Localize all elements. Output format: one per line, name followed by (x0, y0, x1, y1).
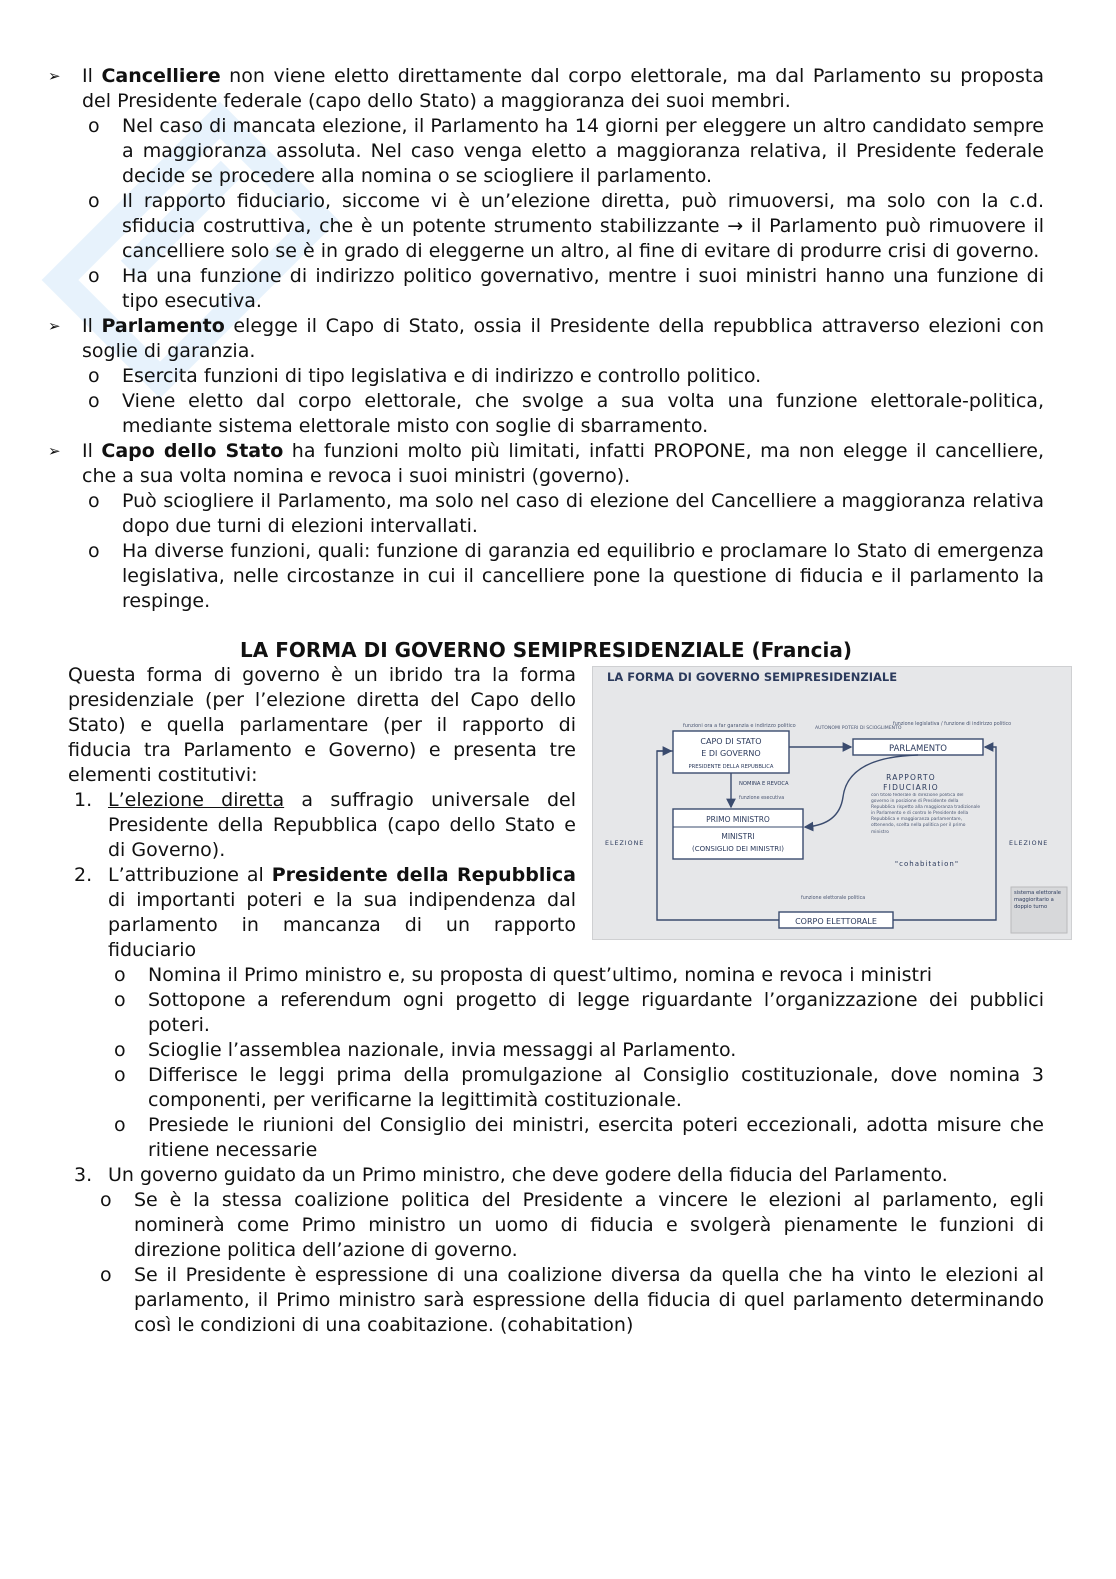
svg-text:PARLAMENTO: PARLAMENTO (889, 744, 947, 754)
diagram-funzione-esec: funzione esecutiva (739, 796, 785, 801)
diagram-title: LA FORMA DI GOVERNO SEMIPRESIDENZIALE (607, 670, 898, 684)
diagram-elezione-right: ELEZIONE (1009, 840, 1049, 847)
svg-text:RAPPORTO: RAPPORTO (886, 773, 936, 782)
list-item: o Ha una funzione di indirizzo politico governativo, mentre i suoi ministri hanno una funzione di tipo esecutiva. (88, 265, 1044, 312)
semipresidential-diagram (592, 666, 1072, 940)
svg-text:CORPO ELETTORALE: CORPO ELETTORALE (795, 917, 877, 926)
list-item: o Differisce le leggi prima della promulgazione al Consiglio costituzionale, dove nomina 3 componenti, per verificarne la legittimità costituzionale. (114, 1064, 1044, 1111)
list-item: o Se è la stessa coalizione politica del Presidente a vincere le elezioni al parlamento, egli nominerà come Primo ministro un uomo di fiducia e svolgerà pienamente le funzioni di direzione politica dell’azione di governo. (100, 1189, 1044, 1261)
diagram-autonomi: AUTONOMI POTERI DI SCIOGLIMENTO (815, 726, 902, 731)
term-parlamento: Parlamento (101, 315, 225, 337)
svg-text:E DI GOVERNO: E DI GOVERNO (701, 749, 761, 758)
diagram-rapporto-note: con titolo federale di direzione politica del governo in posizione di Presidente della Repubblica rispetto alla maggioranza tradizionale in Parlamento e di contro le Presidente della Repubblica e maggioranza parlamentare, ottenendo, scelta nella politica per il primo ministro (871, 793, 981, 835)
diagram-elezione-left: ELEZIONE (605, 840, 645, 847)
arrow-bullet-icon: ➢ (48, 317, 61, 335)
list-item: o Scioglie l’assemblea nazionale, invia messaggi al Parlamento. (114, 1039, 737, 1061)
diagram-parl-note: funzione legislativa / funzione di indirizzo politico (893, 722, 1012, 727)
list-item: o Il rapporto fiduciario, siccome vi è un’elezione diretta, può rimuoversi, ma solo con la c.d. sfiducia costruttiva, che è un potente strumento stabilizzante → il Parlamento può rimuovere il cancelliere solo se è in grado di eleggerne un altro, al fine di evitare di produrre crisi di governo. (88, 190, 1044, 262)
intro-paragraph: Questa forma di governo è un ibrido tra la forma presidenziale (per l’elezione diretta del Capo dello Stato) e quella parlamentare (per il rapporto di fiducia tra Parlamento e Governo) e presenta tre elementi costitutivi: (68, 664, 576, 786)
diagram-graphic: LA FORMA DI GOVERNO SEMIPRESIDENZIALE funzioni ora a far garanzia e indirizzo politico CAPO DI STATO E DI GOVERNO PRESIDENTE DELLA REPUBBLICA AUTONOMI POTERI DI SCIOGLIMENTO funzione legislativa / funzione di indirizzo politico PARLAMENTO NOMINA E REVOCA funzione esecutiva PRIMO MINISTRO MINISTRI (CONSIGLIO DEI MINISTRI) RAPPORTO FIDUCIARIO con titolo federale di direzione politica del governo in posizione di Presidente della Repubblica rispetto alla maggioranza tradizionale in Parlamento e di contro le Presidente della Repubblica e maggioranza parlamentare, ottenendo, scelta nella politica per il primo ministro "cohabitation" ELEZIONE ELEZIONE funzione elettorale politica CORPO ELETTORALE sistema elettorale maggioritario a doppio turno (593, 667, 1071, 939)
list-item: o Viene eletto dal corpo elettorale, che svolge a sua volta una funzione elettorale-politica, mediante sistema elettorale misto con soglie di sbarramento. (88, 390, 1044, 437)
semipresidential-section (48, 663, 1061, 1338)
bullet-parlamento: ➢ Il Parlamento elegge il Capo di Stato, ossia il Presidente della repubblica attraverso elezioni con soglie di garanzia. o Esercita funzioni di tipo legislativa e di indirizzo e controllo politico. o Viene eletto dal corpo elettorale, che svolge a sua volta una funzione elettorale-politica, mediante sistema elettorale misto con soglie di sbarramento. (48, 315, 1045, 437)
diagram-cohabitation: "cohabitation" (894, 860, 960, 868)
diagram-corpo-note: funzione elettorale politica (801, 896, 866, 901)
list-item: o Presiede le riunioni del Consiglio dei ministri, esercita poteri eccezionali, adotta misure che ritiene necessarie (114, 1114, 1044, 1161)
arrow-bullet-icon: ➢ (48, 67, 61, 85)
list-item: o Se il Presidente è espressione di una coalizione diversa da quella che ha vinto le elezioni al parlamento, il Primo ministro sarà espressione della fiducia di quel parlamento determinando così le condizioni di una coabitazione. (cohabitation) (100, 1264, 1044, 1336)
term-cancelliere: Cancelliere (101, 65, 221, 87)
svg-text:(CONSIGLIO DEI MINISTRI): (CONSIGLIO DEI MINISTRI) (692, 845, 784, 853)
numbered-item-2: 2. L’attribuzione al Presidente della Repubblica di importanti poteri e la sua indipendenza dal parlamento in mancanza di un rapporto fiduciario (74, 864, 576, 961)
list-item: o Nel caso di mancata elezione, il Parlamento ha 14 giorni per eleggere un altro candidato sempre a maggioranza assoluta. Nel caso venga eletto a maggioranza relativa, il Presidente federale decide se procedere alla nomina o se sciogliere il parlamento. (88, 115, 1044, 187)
numbered-item-1: 1. L’elezione diretta a suffragio universale del Presidente della Repubblica (capo dello Stato e di Governo). (74, 789, 576, 861)
diagram-capo-note: funzioni ora a far garanzia e indirizzo politico (683, 723, 796, 729)
section-heading: LA FORMA DI GOVERNO SEMIPRESIDENZIALE (Francia) (240, 638, 852, 662)
document-body (48, 64, 1061, 1338)
term-capo-dello-stato: Capo dello Stato (101, 440, 284, 462)
list-item: o Ha diverse funzioni, quali: funzione di garanzia ed equilibrio e proclamare lo Stato di emergenza legislativa, nelle circostanze in cui il cancelliere pone la questione di fiducia e il parlamento la respinge. (88, 540, 1044, 612)
list-item: o Esercita funzioni di tipo legislativa e di indirizzo e controllo politico. (88, 365, 762, 387)
diagram-nomina: NOMINA E REVOCA (739, 781, 789, 787)
numbered-item-3: 3. Un governo guidato da un Primo ministro, che deve godere della fiducia del Parlamento. (74, 1164, 948, 1186)
bullet-cancelliere: ➢ Il Cancelliere non viene eletto direttamente dal corpo elettorale, ma dal Parlamento su proposta del Presidente federale (capo dello Stato) a maggioranza dei suoi membri. o Nel caso di mancata elezione, il Parlamento ha 14 giorni per eleggere un altro candidato sempre a maggioranza assoluta. Nel caso venga eletto a maggioranza relativa, il Presidente federale decide se procedere alla nomina o se sciogliere il parlamento. o Il rapporto fiduciario, siccome vi è un’elezione diretta, può rimuoversi, ma solo con la c.d. sfiducia costruttiva, che è un potente strumento stabilizzante → il Parlamento può rimuovere il cancelliere solo se è in grado di eleggerne un altro, al fine di evitare di produrre crisi di governo. o Ha una funzione di indirizzo politico governativo, mentre i suoi ministri hanno una funzione di tipo esecutiva. (48, 65, 1044, 312)
term-presidente-repubblica: Presidente della Repubblica (271, 864, 576, 886)
svg-text:FIDUCIARIO: FIDUCIARIO (883, 783, 939, 792)
svg-text:PRIMO MINISTRO: PRIMO MINISTRO (706, 815, 770, 824)
list-item: o Nomina il Primo ministro e, su proposta di quest’ultimo, nomina e revoca i ministri (114, 964, 933, 986)
list-item: o Può sciogliere il Parlamento, ma solo nel caso di elezione del Cancelliere a maggioranza relativa dopo due turni di elezioni intervallati. (88, 490, 1044, 537)
svg-text:CAPO DI STATO: CAPO DI STATO (700, 737, 762, 746)
svg-text:MINISTRI: MINISTRI (721, 832, 755, 841)
arrow-bullet-icon: ➢ (48, 442, 61, 460)
svg-text:PRESIDENTE DELLA REPUBBLICA: PRESIDENTE DELLA REPUBBLICA (688, 764, 774, 770)
bullet-capo-dello-stato: ➢ Il Capo dello Stato ha funzioni molto più limitati, infatti PROPONE, ma non elegge il cancelliere, che a sua volta nomina e revoca i suoi ministri (governo). o Può sciogliere il Parlamento, ma solo nel caso di elezione del Cancelliere a maggioranza relativa dopo due turni di elezioni intervallati. o Ha diverse funzioni, quali: funzione di garanzia ed equilibrio e proclamare lo Stato di emergenza legislativa, nelle circostanze in cui il cancelliere pone la questione di fiducia e il parlamento la respinge. (48, 440, 1044, 612)
list-item: o Sottopone a referendum ogni progetto di legge riguardante l’organizzazione dei pubblici poteri. (114, 989, 1044, 1036)
